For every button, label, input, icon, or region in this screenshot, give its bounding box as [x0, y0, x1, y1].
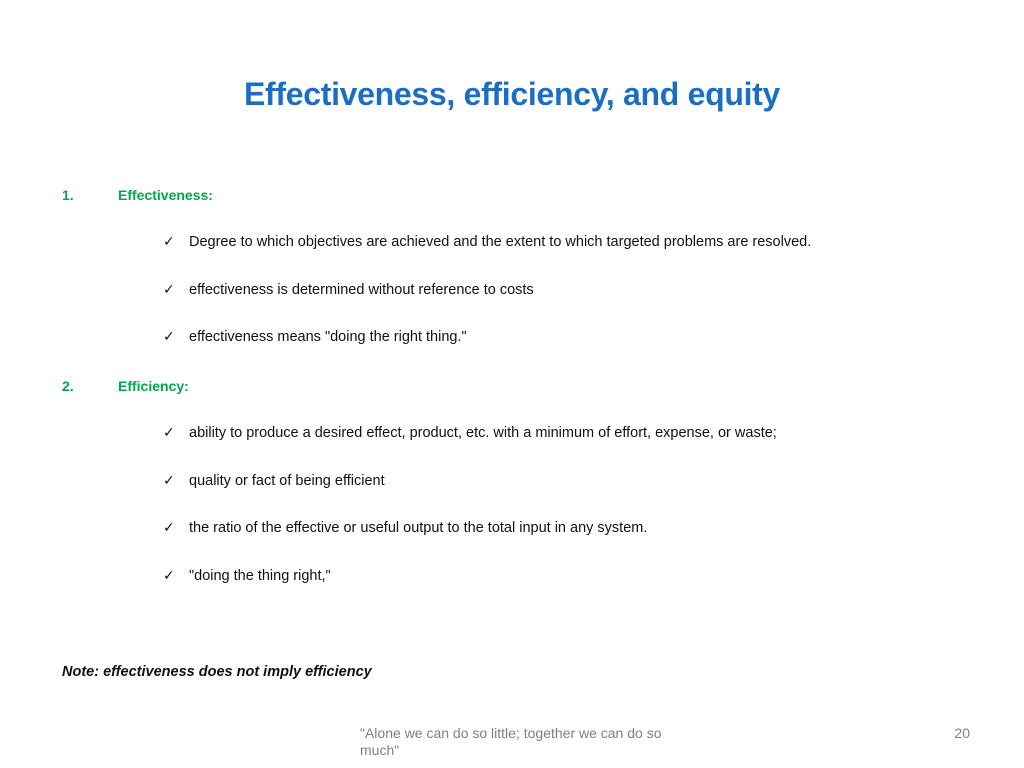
checkmark-icon: ✓	[163, 568, 175, 584]
section-heading-effectiveness	[62, 187, 213, 203]
bullet-text: effectiveness means "doing the right thing."	[189, 329, 467, 345]
bullet-text: effectiveness is determined without reference to costs	[189, 282, 534, 298]
list-item	[163, 568, 331, 584]
list-item	[163, 329, 467, 345]
slide-title: Effectiveness, efficiency, and equity	[243, 76, 781, 112]
checkmark-icon: ✓	[163, 520, 175, 536]
list-item	[163, 234, 811, 250]
list-item	[163, 520, 647, 536]
checkmark-icon: ✓	[163, 425, 175, 441]
checkmark-icon: ✓	[163, 282, 175, 298]
list-item	[163, 425, 777, 441]
section-number: 2.	[62, 378, 74, 394]
bullet-text: quality or fact of being efficient	[189, 473, 385, 489]
section-heading-efficiency	[62, 378, 189, 394]
checkmark-icon: ✓	[163, 234, 175, 250]
checkmark-icon: ✓	[163, 329, 175, 345]
section-heading-label: Efficiency:	[118, 378, 189, 394]
bullet-text: Degree to which objectives are achieved and the extent to which targeted problems are resolved.	[189, 234, 812, 250]
list-item	[163, 282, 534, 298]
section-heading-label: Effectiveness:	[118, 187, 213, 203]
list-item	[163, 473, 385, 489]
note-text: Note: effectiveness does not imply efficiency	[62, 664, 372, 680]
bullet-text: the ratio of the effective or useful output to the total input in any system.	[189, 520, 648, 536]
bullet-text: "doing the thing right,"	[189, 568, 331, 584]
section-number: 1.	[62, 187, 74, 203]
bullet-text: ability to produce a desired effect, product, etc. with a minimum of effort, expense, or waste;	[189, 425, 777, 441]
checkmark-icon: ✓	[163, 473, 175, 489]
footer-quote: "Alone we can do so little; together we can do so much"	[360, 725, 662, 758]
page-number: 20	[954, 725, 970, 741]
